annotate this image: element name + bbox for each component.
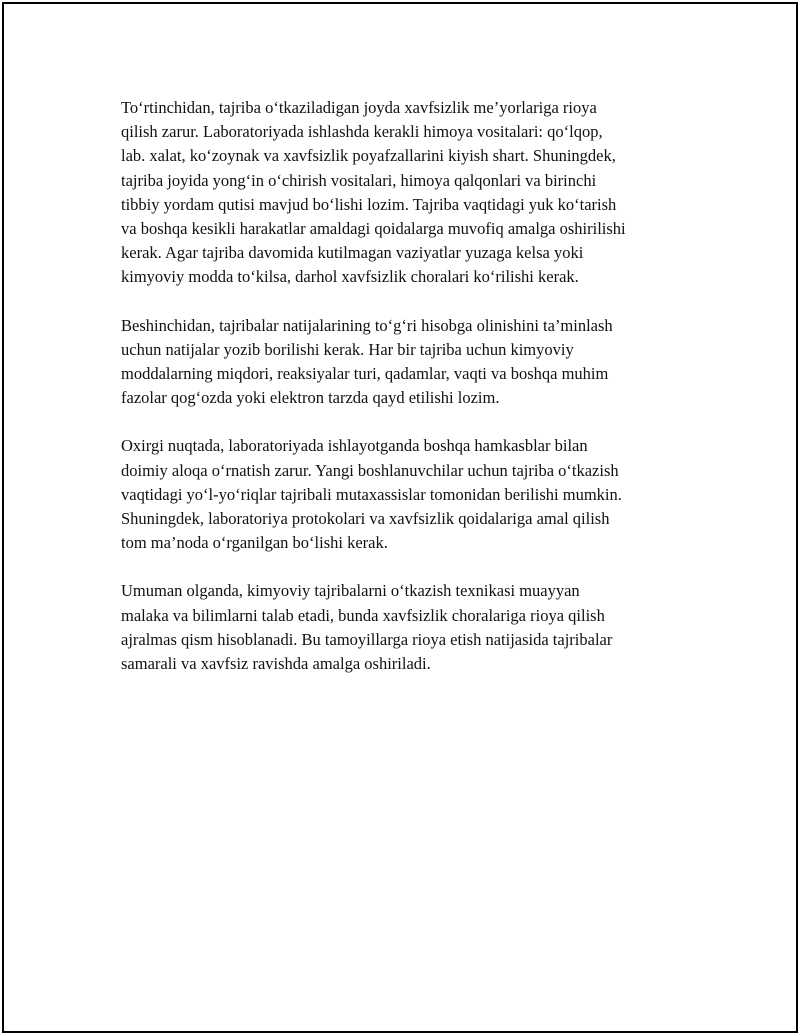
text-line: tajriba joyida yong‘in o‘chirish vositalari, himoya qalqonlari va birinchi bbox=[121, 170, 597, 190]
text-line: Umuman olganda, kimyoviy tajribalarni o‘tkazish texnikasi muayyan bbox=[121, 581, 580, 601]
text-line: Beshinchidan, tajribalar natijalarining to‘g‘ri hisobga olinishini ta’minlash bbox=[121, 315, 613, 335]
document-body bbox=[121, 96, 701, 700]
text-line: uchun natijalar yozib borilishi kerak. Har bir tajriba uchun kimyoviy bbox=[121, 339, 574, 359]
text-line: va boshqa kesikli harakatlar amaldagi qoidalarga muvofiq amalga oshirilishi bbox=[121, 219, 626, 239]
text-line: To‘rtinchidan, tajriba o‘tkaziladigan joyda xavfsizlik me’yorlariga rioya bbox=[121, 98, 597, 117]
text-line: fazolar qog‘ozda yoki elektron tarzda qayd etilishi lozim. bbox=[121, 388, 500, 408]
text-line: kimyoviy modda to‘kilsa, darhol xavfsizlik choralari ko‘rilishi kerak. bbox=[121, 267, 579, 287]
text-line: vaqtidagi yo‘l-yo‘riqlar tajribali mutaxassislar tomonidan berilishi mumkin. bbox=[121, 484, 622, 504]
text-line: moddalarning miqdori, reaksiyalar turi, qadamlar, vaqti va boshqa muhim bbox=[121, 364, 609, 384]
paragraph-safety bbox=[121, 96, 701, 290]
text-line: doimiy aloqa o‘rnatish zarur. Yangi boshlanuvchilar uchun tajriba o‘tkazish bbox=[121, 460, 619, 480]
paragraph-results bbox=[121, 314, 701, 411]
text-line: Oxirgi nuqtada, laboratoriyada ishlayotganda boshqa hamkasblar bilan bbox=[121, 436, 588, 456]
text-line: malaka va bilimlarni talab etadi, bunda xavfsizlik choralariga rioya qilish bbox=[121, 605, 605, 625]
document-page bbox=[2, 2, 798, 1033]
text-line: kerak. Agar tajriba davomida kutilmagan vaziyatlar yuzaga kelsa yoki bbox=[121, 243, 584, 263]
text-line: lab. xalat, ko‘zoynak va xavfsizlik poyafzallarini kiyish shart. Shuningdek, bbox=[121, 146, 616, 166]
text-line: tibbiy yordam qutisi mavjud bo‘lishi lozim. Tajriba vaqtidagi yuk ko‘tarish bbox=[121, 194, 617, 214]
paragraph-communication bbox=[121, 434, 701, 555]
text-line: tom ma’noda o‘rganilgan bo‘lishi kerak. bbox=[121, 533, 388, 553]
paragraph-conclusion bbox=[121, 579, 701, 676]
text-line: ajralmas qism hisoblanadi. Bu tamoyillarga rioya etish natijasida tajribalar bbox=[121, 629, 613, 649]
text-line: qilish zarur. Laboratoriyada ishlashda kerakli himoya vositalari: qo‘lqop, bbox=[121, 122, 603, 142]
text-line: samarali va xavfsiz ravishda amalga oshiriladi. bbox=[121, 654, 431, 674]
text-line: Shuningdek, laboratoriya protokolari va xavfsizlik qoidalariga amal qilish bbox=[121, 509, 610, 529]
